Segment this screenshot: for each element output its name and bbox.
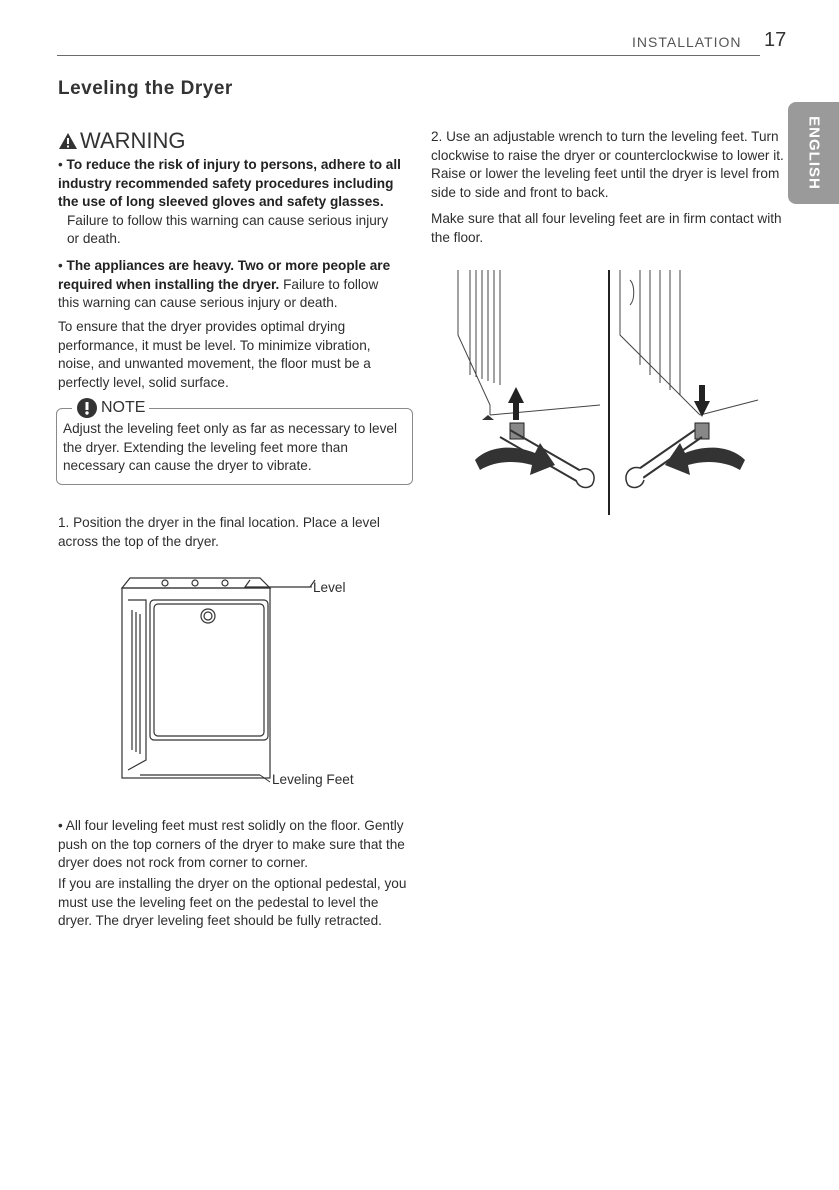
header-rule bbox=[57, 55, 760, 56]
warning-bullet-1-bold: To reduce the risk of injury to persons, adhere to all industry recommended safety procedures including the use of long sleeved gloves and safety glasses. bbox=[58, 157, 401, 209]
wrench-leveling-figure bbox=[440, 265, 760, 520]
note-info-icon bbox=[76, 397, 98, 419]
step-1: 1. Position the dryer in the final location. Place a level across the top of the dryer. bbox=[58, 515, 380, 549]
intro-paragraph: To ensure that the dryer provides optimal drying performance, it must be level. To minimize vibration, noise, and unwanted movement, the floor must be a perfectly level, solid surface. bbox=[58, 319, 371, 390]
note-heading-text: NOTE bbox=[101, 399, 146, 416]
warning-triangle-icon bbox=[58, 132, 78, 150]
warning-bullet-2: • The appliances are heavy. Two or more people are required when installing the dryer. Failure to follow this warning can cause serious injury or death. bbox=[58, 258, 391, 310]
label-leveling-feet: Leveling Feet bbox=[272, 772, 354, 787]
warning-bullet-1: • To reduce the risk of injury to persons, adhere to all industry recommended safety procedures including the use of long sleeved gloves and safety glasses. Failure to follow this warning can cause serious injury or death. bbox=[58, 156, 403, 249]
note-text: Adjust the leveling feet only as far as necessary to level the dryer. Extending the leveling feet more than necessary can cause the dryer to vibrate. bbox=[63, 421, 397, 473]
warning-bullet-2-text: Failure to follow this warning can cause serious injury or death. bbox=[58, 276, 379, 310]
warning-bullet-2-bold: The appliances are heavy. Two or more people are required when installing the dryer. bbox=[58, 258, 391, 292]
warning-heading bbox=[58, 128, 186, 154]
warning-heading-text: WARNING bbox=[80, 128, 186, 153]
header-section-title: INSTALLATION bbox=[632, 34, 742, 50]
bullet-floor-text: All four leveling feet must rest solidly on the floor. Gently push on the top corners of the dryer to make sure that the dryer does not rock from corner to corner. bbox=[58, 818, 405, 870]
label-level: Level bbox=[313, 580, 346, 595]
language-tab bbox=[788, 102, 839, 204]
pedestal-paragraph: If you are installing the dryer on the optional pedestal, you must use the leveling feet on the pedestal to level the dryer. The dryer leveling feet should be fully retracted. bbox=[58, 876, 407, 928]
warning-bullet-1-text: Failure to follow this warning can cause serious injury or death. bbox=[67, 212, 389, 246]
bullet-floor: • All four leveling feet must rest solidly on the floor. Gently push on the top corners of the dryer to make sure that the dryer does not rock from corner to corner. bbox=[58, 818, 405, 870]
language-tab-label: ENGLISH bbox=[805, 116, 822, 190]
page-number: 17 bbox=[764, 29, 787, 51]
step-2: 2. Use an adjustable wrench to turn the leveling feet. Turn clockwise to raise the dryer or counterclockwise to lower it. Raise or lower the leveling feet until the dryer is level from side to side and front to back. bbox=[431, 129, 784, 200]
dryer-level-figure bbox=[110, 570, 350, 790]
contact-paragraph: Make sure that all four leveling feet are in firm contact with the floor. bbox=[431, 211, 782, 245]
page-title: Leveling the Dryer bbox=[58, 78, 233, 99]
note-heading bbox=[72, 397, 149, 419]
